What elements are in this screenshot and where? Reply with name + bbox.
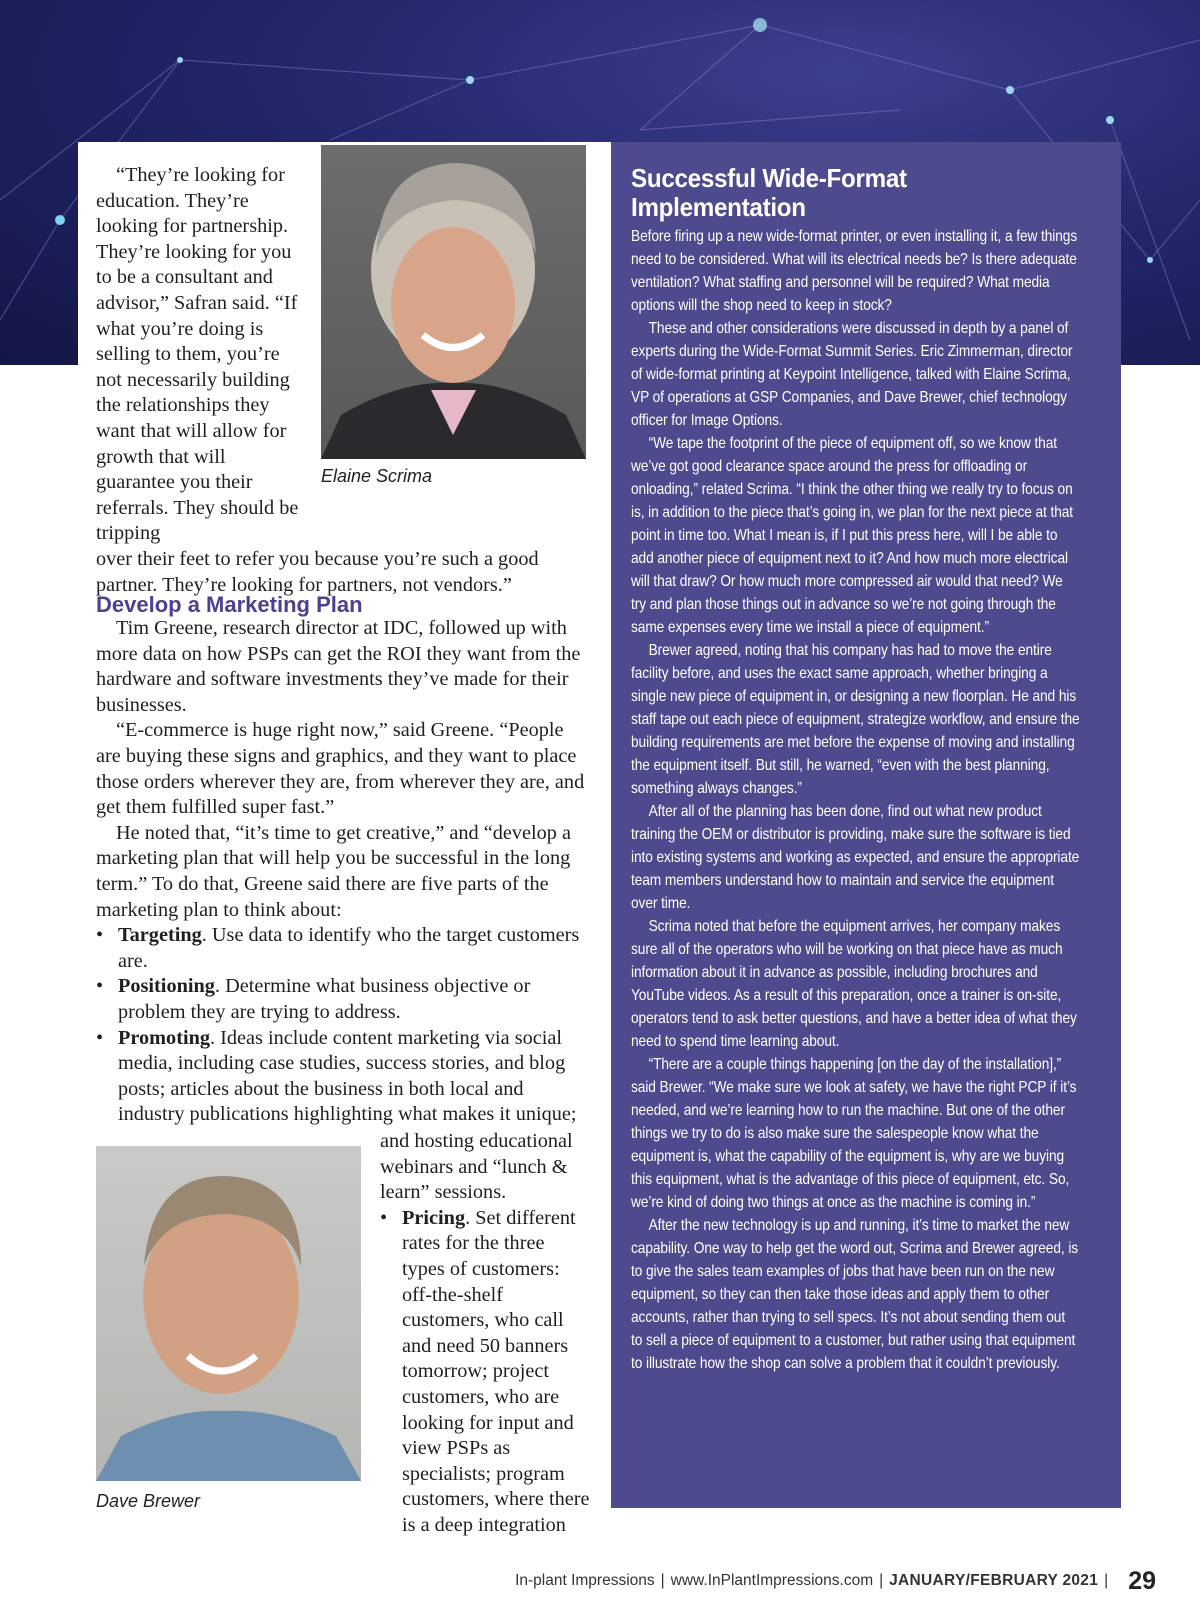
sidebar-paragraph: Brewer agreed, noting that his company has had to move the entire facility before, and uses the exact same approach, whether bringing a single new piece of equipment in, or designing a new floorplan. He and his staff tape out each piece of equipment, strategize workflow, and ensure the building requirements are met before the expense of moving and installing the equipment itself. But still, he warned, “even with the best planning, something always changes.” bbox=[631, 642, 1080, 797]
marketing-plan-list-continued bbox=[380, 1206, 590, 1539]
list-item: • Pricing. Set different rates for the three types of customers: off-the-shelf customers, who call and need 50 banners tomorrow; project customers, who are looking for input and view PSPs as specialists; program customers, where there is a deep integration bbox=[380, 1206, 590, 1539]
intro-quote: “They’re looking for education. They’re looking for partnership. They’re looking for you to be a consultant and advisor,” Safran said. “If what you’re doing is selling to them, you’re not necessarily building the relationships they want that will allow for growth that will guarantee you their referrals. They should be tripping bbox=[96, 164, 299, 545]
sidebar-paragraph: After the new technology is up and running, it’s time to market the new capability. One way to help get the word out, Scrima and Brewer agreed, is to give the sales team examples of jobs that have been run on the new equipment, so they can then take those ideas and apply them to other accounts, rather than trying to sell specs. It’s not about sending them out to sell a piece of equipment to a customer, but rather using that equipment to illustrate how the shop can solve a problem that it couldn’t previously. bbox=[631, 1217, 1079, 1372]
sidebar-body bbox=[631, 225, 1080, 1375]
list-item: • Promoting. Ideas include content marketing via social media, including case studies, success stories, and blog posts; articles about the business in both local and industry publications highlighting what makes it unique; bbox=[96, 1026, 587, 1128]
section-heading: Develop a Marketing Plan bbox=[96, 592, 363, 617]
article-column-narrow bbox=[380, 1129, 590, 1539]
sidebar-paragraph: These and other considerations were discussed in depth by a panel of experts during the Wide-Format Summit Series. Eric Zimmerman, director of wide-format printing at Keypoint Intelligence, talked with Elaine Scrima, VP of operations at GSP Companies, and Dave Brewer, chief technology officer for Image Options. bbox=[631, 320, 1073, 429]
footer-separator: | bbox=[1104, 1572, 1109, 1589]
paragraph: He noted that, “it’s time to get creative,” and “develop a marketing plan that will help you be successful in the long term.” To do that, Greene said there are five parts of the marketing plan to think about: bbox=[96, 821, 572, 921]
paragraph: “E-commerce is huge right now,” said Greene. “People are buying these signs and graphics, and they want to place those orders wherever they are, from wherever they are, and get them fulfilled super fast.” bbox=[96, 719, 585, 819]
sidebar-box bbox=[611, 142, 1121, 1508]
article-column-body bbox=[96, 616, 587, 1128]
page-number: 29 bbox=[1128, 1566, 1156, 1595]
sidebar-paragraph: After all of the planning has been done, find out what new product training the OEM or distributor is providing, make sure the software is tied into existing systems and working as expected, and ensure the appropriate team members understand how to maintain and service the equipment over time. bbox=[631, 803, 1080, 912]
list-item: • Targeting. Use data to identify who the target customers are. bbox=[96, 923, 587, 974]
portrait-dave-brewer bbox=[96, 1146, 361, 1481]
sidebar-paragraph: “There are a couple things happening [on the day of the installation],” said Brewer. “We make sure we look at safety, we have the right PCP if it’s needed, and we’re learning how to run the machine. But one of the other things we try to do is also make sure the salespeople know what the equipment is, what the capability of the equipment is, why are we buying this equipment, what is the advantage of this piece of equipment, etc. So, we’re kind of doing two things at once as the machine is coming in.” bbox=[631, 1056, 1077, 1211]
publication-name: In-plant Impressions bbox=[515, 1572, 655, 1589]
sidebar-title: Successful Wide-Format Implementation bbox=[631, 163, 907, 222]
caption-scrima: Elaine Scrima bbox=[321, 466, 433, 486]
issue-date: JANUARY/FEBRUARY 2021 bbox=[889, 1572, 1099, 1589]
paragraph: and hosting educational webinars and “lunch & learn” sessions. bbox=[380, 1130, 573, 1204]
footer-separator: | bbox=[660, 1572, 665, 1589]
article-column-intro bbox=[96, 163, 587, 598]
sidebar-paragraph: “We tape the footprint of the piece of equipment off, so we know that we’ve got good clearance space around the press for offloading or onloading,” related Scrima. “I think the other thing we really try to focus on is, in addition to the piece that’s going in, we plan for the next piece at that point in time too. What I mean is, if I put this press here, will I be able to add another piece of equipment next to it? And how much more electrical will that draw? Or how much more compressed air would that need? We try and plan those things out in advance so we’re not going through the same expenses every time we install a piece of equipment.” bbox=[631, 435, 1074, 636]
footer-separator: | bbox=[879, 1572, 884, 1589]
sidebar-paragraph: Scrima noted that before the equipment arrives, her company makes sure all of the operators who will be working on that piece have as much information about it in advance as possible, including brochures and YouTube videos. As a result of this preparation, once a trainer is on-site, operators tend to ask better questions, and have a better idea of what they need to spend time learning about. bbox=[631, 918, 1077, 1050]
intro-quote-continued: over their feet to refer you because you’re such a good partner. They’re looking for partners, not vendors.” bbox=[96, 547, 539, 596]
marketing-plan-list bbox=[96, 923, 587, 1128]
list-item: • Positioning. Determine what business objective or problem they are trying to address. bbox=[96, 974, 587, 1025]
page-footer bbox=[515, 1564, 1156, 1598]
paragraph: Tim Greene, research director at IDC, followed up with more data on how PSPs can get the ROI they want from the hardware and software investments they’ve made for their businesses. bbox=[96, 617, 581, 716]
sidebar-paragraph: Before firing up a new wide-format printer, or even installing it, a few things need to be considered. What will its electrical needs be? Is there adequate ventilation? What staffing and personnel will be required? What media options will the shop need to keep in stock? bbox=[631, 228, 1078, 314]
caption-brewer: Dave Brewer bbox=[96, 1491, 201, 1511]
publication-url[interactable]: www.InPlantImpressions.com bbox=[670, 1572, 874, 1589]
